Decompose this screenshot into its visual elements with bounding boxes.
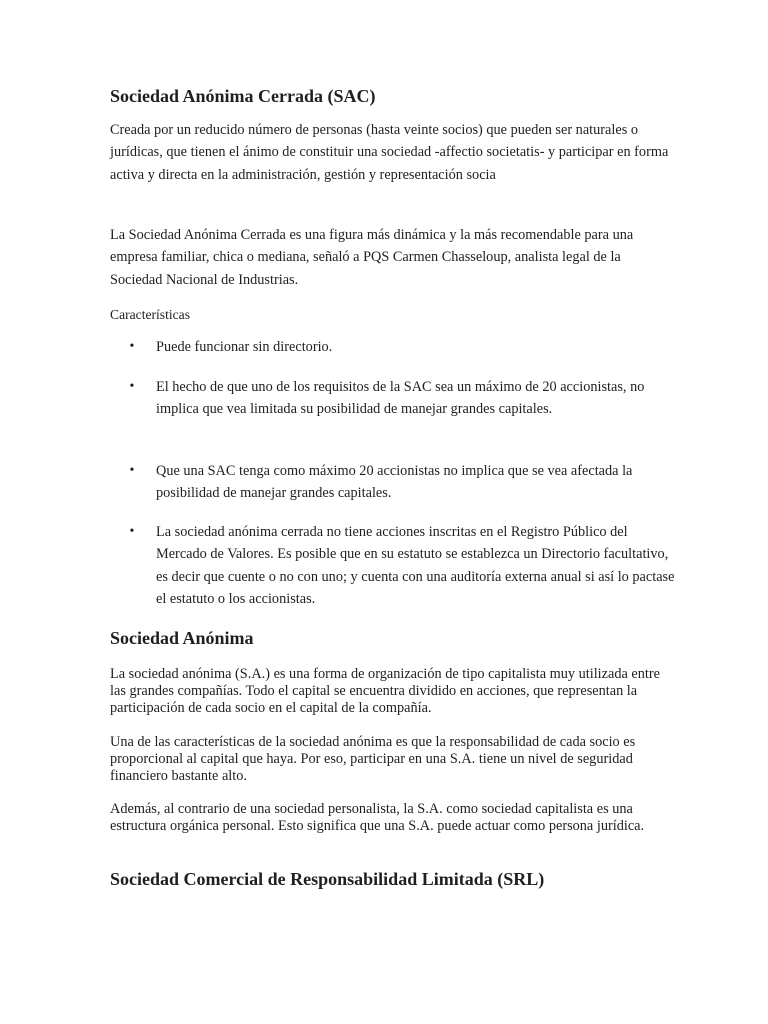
feature-item-4: La sociedad anónima cerrada no tiene acciones inscritas en el Registro Público del Mercado de Valores. Es posible que en su estatuto se establezca un Directorio facultativo, es decir que cuente o no con uno; y cuenta con una auditoría externa anual si así lo pactase el estatuto o los accionistas. <box>156 524 675 608</box>
sac-paragraph-1: Creada por un reducido número de personas (hasta veinte socios) que pueden ser naturales o jurídicas, que tienen el ánimo de constituir una sociedad -affectio societatis- y participar en forma activa y directa en la administración, gestión y representación socia <box>110 122 669 183</box>
feature-item-1: Puede funcionar sin directorio. <box>156 339 333 355</box>
sac-heading: Sociedad Anónima Cerrada (SAC) <box>110 86 376 106</box>
bullet-dot-2: • <box>129 379 135 394</box>
bullet-dot-1: • <box>129 339 135 354</box>
sa-paragraph-3: Además, al contrario de una sociedad personalista, la S.A. como sociedad capitalista es una estructura orgánica personal. Esto significa que una S.A. puede actuar como persona jurídica. <box>110 801 645 834</box>
feature-item-2: El hecho de que uno de los requisitos de la SAC sea un máximo de 20 accionistas, no implica que vea limitada su posibilidad de manejar grandes capitales. <box>156 379 645 418</box>
sa-paragraph-1: La sociedad anónima (S.A.) es una forma de organización de tipo capitalista muy utilizada entre las grandes compañías. Todo el capital se encuentra dividido en acciones, que representan la participación de cada socio en el capital de la compañía. <box>110 666 660 716</box>
bullet-dot-4: • <box>129 524 135 539</box>
sa-paragraph-2: Una de las características de la sociedad anónima es que la responsabilidad de cada socio es proporcional al capital que haya. Por eso, participar en una S.A. tiene un nivel de seguridad financiero bastante alto. <box>110 734 636 784</box>
feature-item-3: Que una SAC tenga como máximo 20 accionistas no implica que se vea afectada la posibilidad de manejar grandes capitales. <box>156 463 633 502</box>
sac-paragraph-2: La Sociedad Anónima Cerrada es una figura más dinámica y la más recomendable para una empresa familiar, chica o mediana, señaló a PQS Carmen Chasseloup, analista legal de la Sociedad Nacional de Industrias. <box>110 227 634 288</box>
sa-heading: Sociedad Anónima <box>110 628 254 648</box>
srl-heading: Sociedad Comercial de Responsabilidad Limitada (SRL) <box>110 869 545 889</box>
features-label: Características <box>110 307 191 322</box>
bullet-dot-3: • <box>129 463 135 478</box>
